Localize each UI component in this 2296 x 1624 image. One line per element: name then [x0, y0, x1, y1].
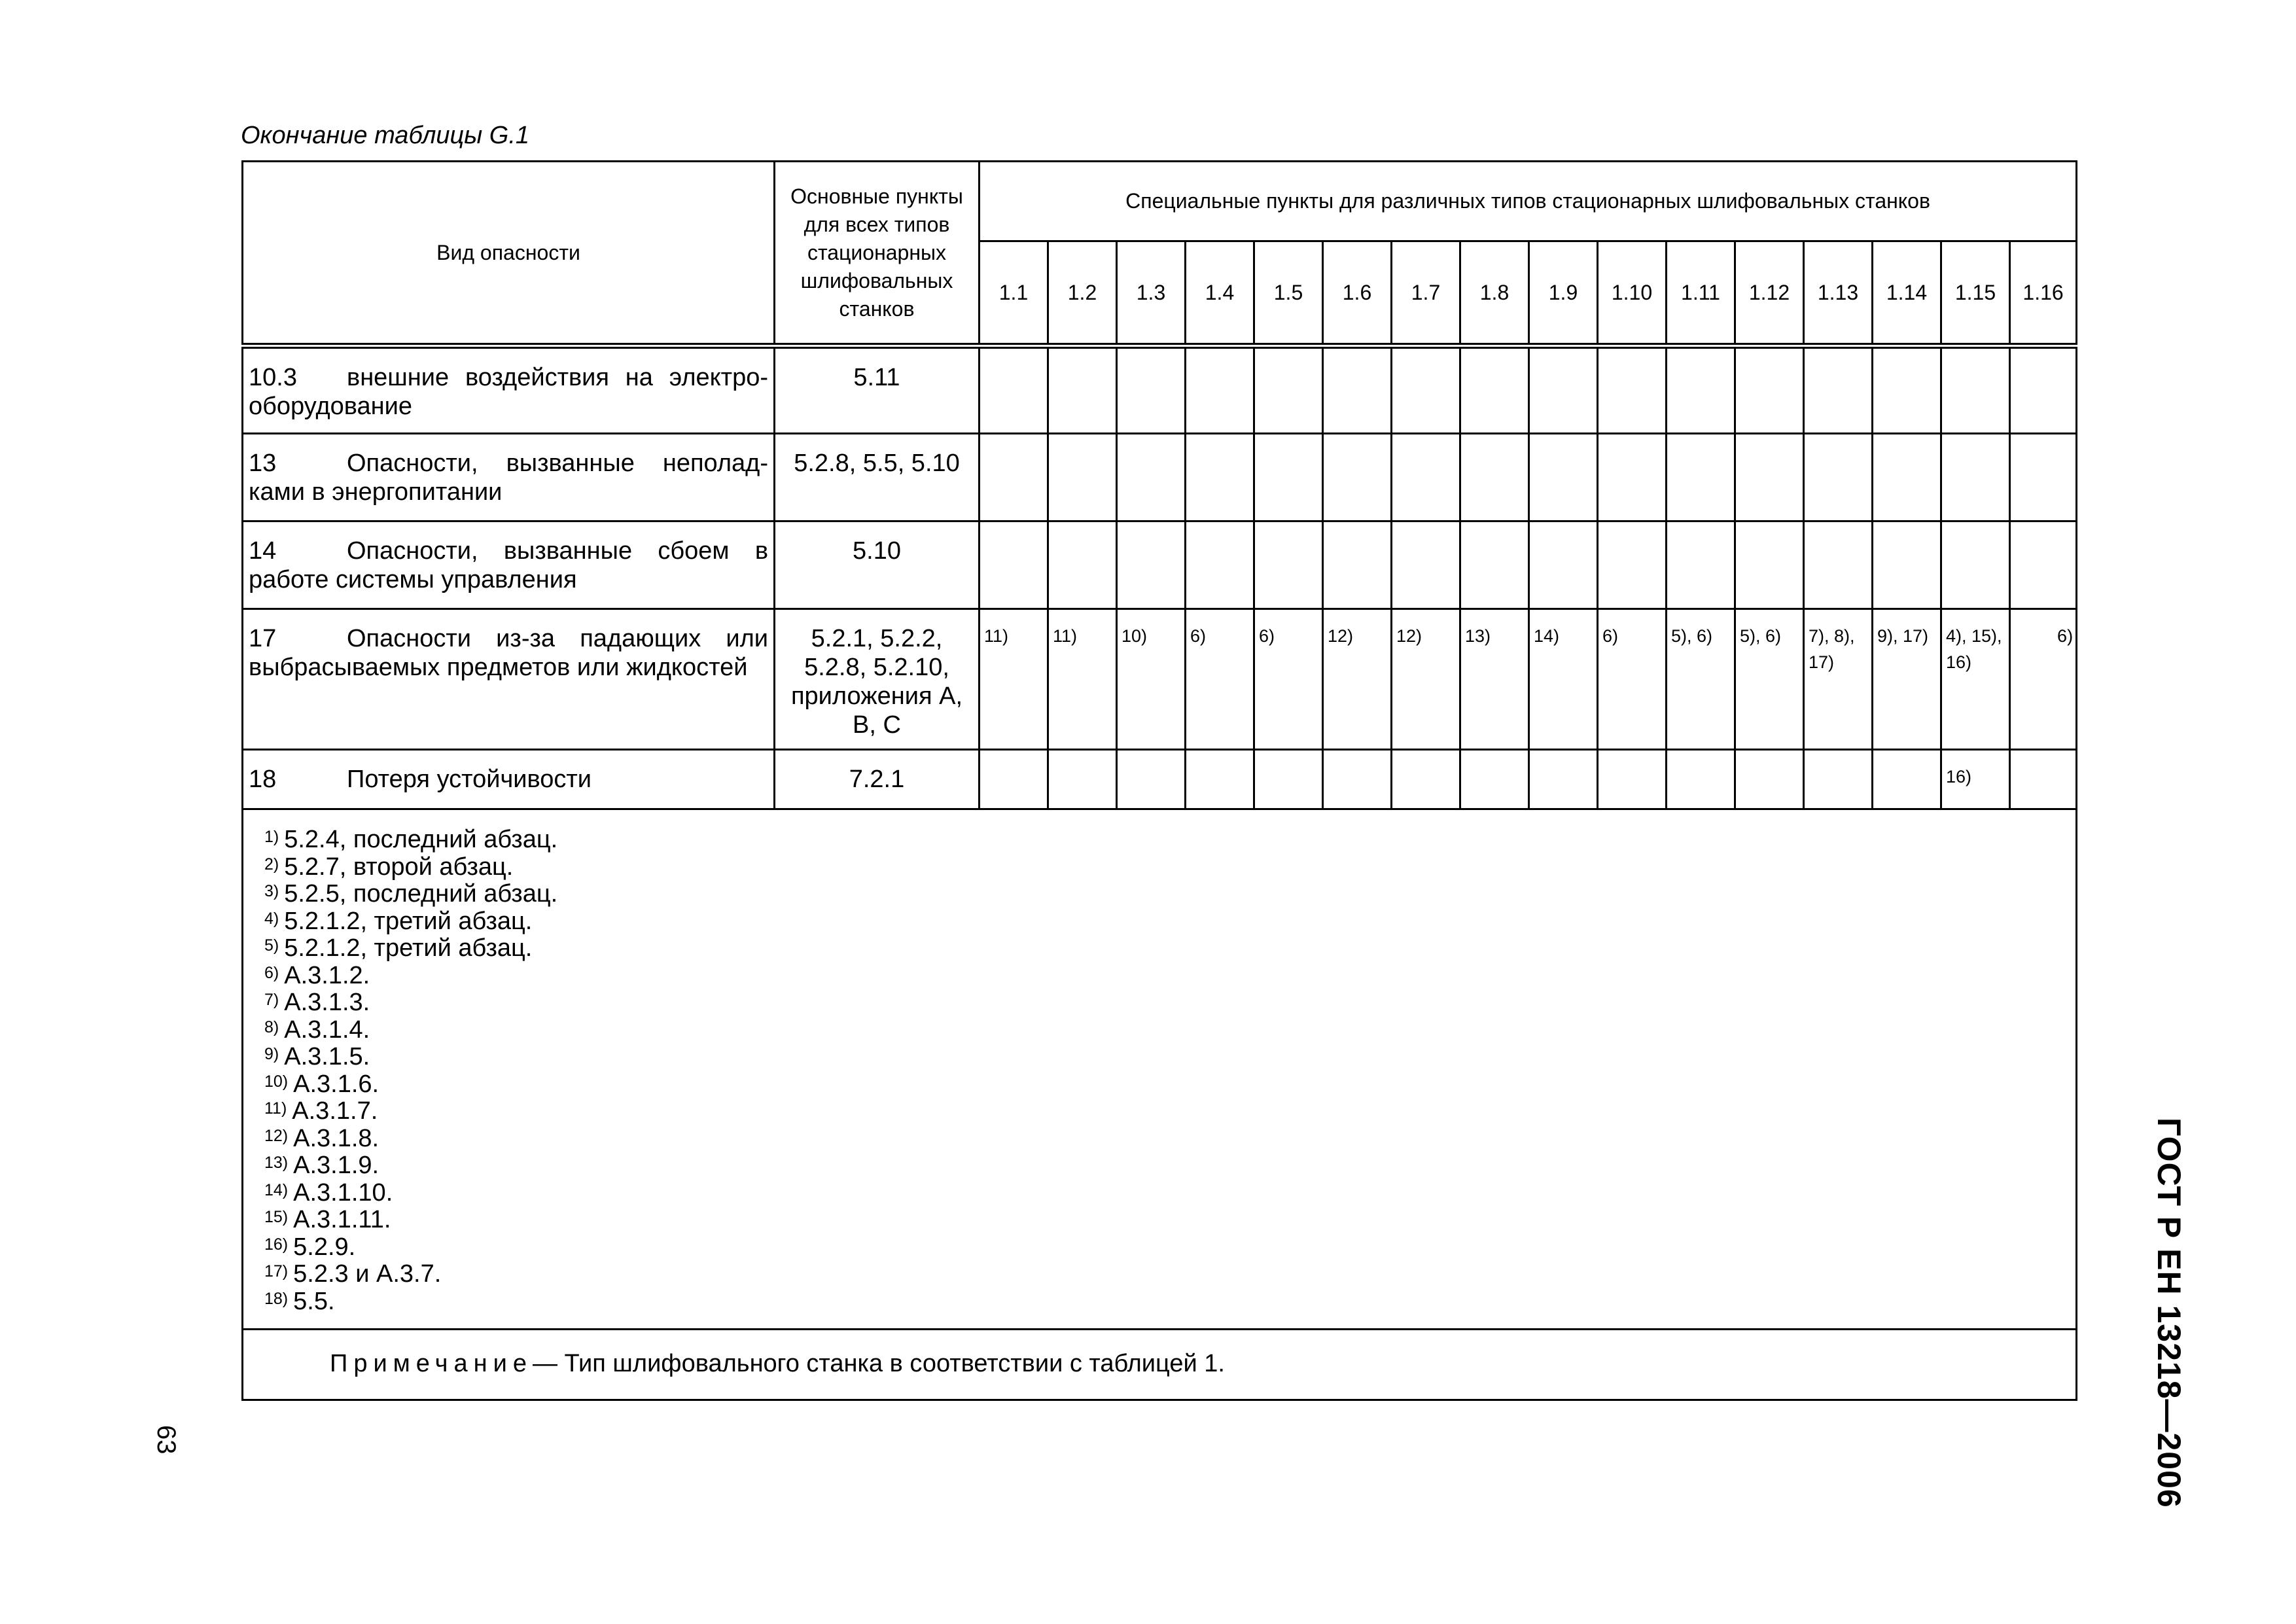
special-clause-cell: 6)	[2010, 609, 2077, 750]
hazard-text: Потеря устойчивости	[347, 766, 592, 793]
footnote-item	[264, 881, 2075, 908]
special-clause-cell: 11)	[980, 609, 1048, 750]
special-clause-cell	[1941, 346, 2010, 434]
column-number: 1.4	[1186, 241, 1254, 346]
header-special-clauses: Специальные пункты для различных типов стационарных шлифовальных станков	[980, 162, 2077, 241]
page-number: 63	[152, 1425, 181, 1455]
document-standard-title: ГОСТ Р ЕН 13218—2006	[2151, 1118, 2187, 1508]
footnote-item	[264, 854, 2075, 881]
footnote-text: 5.2.9.	[293, 1233, 356, 1261]
footnote-item	[264, 935, 2075, 962]
column-number: 1.3	[1117, 241, 1186, 346]
special-clause-cell	[1048, 521, 1117, 609]
hazard-number: 18	[249, 766, 277, 793]
footnote-item	[264, 989, 2075, 1017]
footnote-text: А.3.1.7.	[292, 1097, 378, 1125]
special-clause-cell	[1186, 346, 1254, 434]
footnote-text: А.3.1.9.	[293, 1152, 380, 1179]
special-clause-cell: 5), 6)	[1735, 609, 1804, 750]
footnote-text: 5.2.1.2, третий абзац.	[284, 907, 533, 935]
special-clause-cell: 6)	[1186, 609, 1254, 750]
hazard-text-continued: ками в энергопитании	[249, 478, 503, 506]
footnote-text: А.3.1.2.	[284, 961, 370, 989]
hazard-text-continued: работе системы управления	[249, 566, 577, 593]
special-clause-cell: 4), 15), 16)	[1941, 609, 2010, 750]
special-clause-cell	[1323, 750, 1392, 809]
special-clause-cell	[1117, 750, 1186, 809]
footnote-mark: 4)	[264, 909, 279, 928]
footnote-mark: 16)	[264, 1235, 289, 1254]
special-clause-cell	[1598, 521, 1667, 609]
basic-clause-cell: 5.10	[775, 521, 980, 609]
footnote-item	[264, 1234, 2075, 1262]
header-basic-clauses: Основные пункты для всех типов стационарных шлифовальных станков	[775, 162, 980, 346]
special-clause-cell	[1048, 750, 1117, 809]
column-number: 1.5	[1254, 241, 1323, 346]
column-number: 1.1	[980, 241, 1048, 346]
basic-clause-cell: 7.2.1	[775, 750, 980, 809]
footnote-mark: 2)	[264, 855, 279, 874]
footnote-item	[264, 1180, 2075, 1207]
special-clause-cell	[1117, 434, 1186, 521]
special-clause-cell	[1873, 434, 1941, 521]
special-clause-cell	[1323, 434, 1392, 521]
hazard-text-continued: оборудование	[249, 393, 413, 420]
special-clause-cell	[1323, 346, 1392, 434]
column-number: 1.12	[1735, 241, 1804, 346]
note-text: — Тип шлифовального станка в соответствии с таблицей 1.	[532, 1350, 1225, 1377]
special-clause-cell	[1048, 346, 1117, 434]
footnote-item	[264, 1017, 2075, 1044]
footnote-text: А.3.1.3.	[284, 989, 370, 1016]
footnote-text: 5.2.5, последний абзац.	[284, 880, 558, 908]
special-clause-cell: 12)	[1392, 609, 1460, 750]
note-label: Примечание	[330, 1350, 533, 1377]
footnote-text: А.3.1.4.	[284, 1015, 370, 1044]
special-clause-cell	[980, 434, 1048, 521]
special-clause-cell	[1117, 346, 1186, 434]
special-clause-cell	[1392, 346, 1460, 434]
hazard-text: Опасности из-за падающих или	[347, 625, 768, 652]
special-clause-cell: 9), 17)	[1873, 609, 1941, 750]
hazard-number: 13	[249, 450, 277, 477]
special-clause-cell	[1667, 434, 1735, 521]
column-number: 1.2	[1048, 241, 1117, 346]
footnote-mark: 12)	[264, 1126, 289, 1145]
footnote-mark: 15)	[264, 1208, 289, 1226]
special-clause-cell	[1460, 750, 1529, 809]
special-clause-cell	[1392, 521, 1460, 609]
hazard-cell	[243, 609, 775, 750]
hazard-number: 14	[249, 537, 277, 565]
hazard-table	[241, 160, 2077, 1401]
footnote-mark: 13)	[264, 1154, 289, 1172]
column-number: 1.9	[1529, 241, 1598, 346]
footnote-text: А.3.1.6.	[293, 1070, 380, 1098]
table-row	[243, 346, 2077, 434]
table-row	[243, 434, 2077, 521]
hazard-text: Опасности, вызванные неполад-	[347, 450, 768, 477]
footnote-mark: 10)	[264, 1072, 289, 1091]
footnote-text: 5.2.4, последний абзац.	[284, 826, 558, 853]
hazard-text-continued: выбрасываемых предметов или жидкостей	[249, 654, 748, 681]
special-clause-cell	[980, 346, 1048, 434]
special-clause-cell	[1186, 434, 1254, 521]
special-clause-cell	[1735, 750, 1804, 809]
special-clause-cell	[1598, 434, 1667, 521]
footnote-mark: 1)	[264, 828, 279, 846]
footnotes	[243, 809, 2077, 1330]
column-number: 1.14	[1873, 241, 1941, 346]
special-clause-cell	[1735, 434, 1804, 521]
special-clause-cell	[980, 750, 1048, 809]
footnote-mark: 8)	[264, 1017, 279, 1036]
footnote-item	[264, 1207, 2075, 1234]
footnote-text: 5.2.1.2, третий абзац.	[284, 934, 533, 962]
special-clause-cell	[1048, 434, 1117, 521]
special-clause-cell	[2010, 750, 2077, 809]
hazard-cell	[243, 750, 775, 809]
footnote-item	[264, 1125, 2075, 1153]
special-clause-cell	[1667, 521, 1735, 609]
special-clause-cell	[1941, 521, 2010, 609]
special-clause-cell	[1254, 521, 1323, 609]
special-clause-cell	[1254, 434, 1323, 521]
basic-clause-cell: 5.2.1, 5.2.2, 5.2.8, 5.2.10, приложения А, В, С	[775, 609, 980, 750]
footnote-mark: 14)	[264, 1180, 289, 1199]
hazard-number: 17	[249, 625, 277, 652]
special-clause-cell: 6)	[1254, 609, 1323, 750]
special-clause-cell	[1392, 434, 1460, 521]
special-clause-cell	[1117, 521, 1186, 609]
special-clause-cell	[1667, 750, 1735, 809]
footnote-mark: 9)	[264, 1045, 279, 1063]
special-clause-cell	[1598, 750, 1667, 809]
header-hazard-type: Вид опасности	[243, 162, 775, 346]
special-clause-cell	[2010, 434, 2077, 521]
special-clause-cell	[1873, 521, 1941, 609]
special-clause-cell	[1186, 521, 1254, 609]
footnote-mark: 18)	[264, 1289, 289, 1308]
basic-clause-cell: 5.2.8, 5.5, 5.10	[775, 434, 980, 521]
special-clause-cell	[1460, 346, 1529, 434]
special-clause-cell	[1804, 521, 1873, 609]
special-clause-cell	[1392, 750, 1460, 809]
footnote-text: А.3.1.11.	[293, 1206, 391, 1233]
table-note	[243, 1330, 2077, 1400]
special-clause-cell	[980, 521, 1048, 609]
table-row	[243, 521, 2077, 609]
special-clause-cell: 11)	[1048, 609, 1117, 750]
special-clause-cell	[1529, 521, 1598, 609]
special-clause-cell	[1804, 346, 1873, 434]
footnote-item	[264, 1152, 2075, 1180]
special-clause-cell	[1873, 750, 1941, 809]
table-row	[243, 750, 2077, 809]
column-number: 1.7	[1392, 241, 1460, 346]
special-clause-cell: 16)	[1941, 750, 2010, 809]
footnote-mark: 11)	[264, 1099, 287, 1118]
hazard-cell	[243, 346, 775, 434]
footnote-mark: 6)	[264, 963, 279, 982]
hazard-text: Опасности, вызванные сбоем в	[347, 537, 768, 565]
special-clause-cell	[1186, 750, 1254, 809]
special-clause-cell	[2010, 521, 2077, 609]
footnote-item	[264, 1071, 2075, 1099]
special-clause-cell	[2010, 346, 2077, 434]
footnote-item	[264, 1044, 2075, 1071]
hazard-cell	[243, 521, 775, 609]
special-clause-cell	[1941, 434, 2010, 521]
special-clause-cell	[1460, 521, 1529, 609]
special-clause-cell	[1254, 346, 1323, 434]
footnote-item	[264, 908, 2075, 936]
special-clause-cell	[1735, 521, 1804, 609]
special-clause-cell	[1323, 521, 1392, 609]
hazard-text: внешние воздействия на электро-	[347, 364, 768, 391]
column-number: 1.13	[1804, 241, 1873, 346]
special-clause-cell	[1667, 346, 1735, 434]
footnote-mark: 5)	[264, 936, 279, 955]
special-clause-cell: 10)	[1117, 609, 1186, 750]
column-number: 1.16	[2010, 241, 2077, 346]
footnote-item	[264, 826, 2075, 854]
special-clause-cell: 7), 8), 17)	[1804, 609, 1873, 750]
column-number: 1.15	[1941, 241, 2010, 346]
table-row	[243, 609, 2077, 750]
footnote-text: А.3.1.10.	[293, 1178, 393, 1207]
special-clause-cell: 6)	[1598, 609, 1667, 750]
footnote-text: 5.2.3 и А.3.7.	[293, 1260, 442, 1288]
special-clause-cell: 14)	[1529, 609, 1598, 750]
footnote-item	[264, 962, 2075, 990]
column-number: 1.8	[1460, 241, 1529, 346]
special-clause-cell	[1529, 434, 1598, 521]
hazard-number: 10.3	[249, 364, 297, 391]
column-number: 1.6	[1323, 241, 1392, 346]
special-clause-cell: 12)	[1323, 609, 1392, 750]
footnote-text: 5.2.7, второй абзац.	[284, 853, 514, 881]
special-clause-cell: 5), 6)	[1667, 609, 1735, 750]
special-clause-cell	[1735, 346, 1804, 434]
special-clause-cell: 13)	[1460, 609, 1529, 750]
basic-clause-cell: 5.11	[775, 346, 980, 434]
special-clause-cell	[1254, 750, 1323, 809]
footnote-item	[264, 1288, 2075, 1316]
footnote-text: 5.5.	[293, 1287, 335, 1315]
special-clause-cell	[1873, 346, 1941, 434]
footnote-mark: 7)	[264, 991, 279, 1009]
special-clause-cell	[1804, 750, 1873, 809]
column-number: 1.11	[1667, 241, 1735, 346]
hazard-cell	[243, 434, 775, 521]
special-clause-cell	[1460, 434, 1529, 521]
column-number: 1.10	[1598, 241, 1667, 346]
table-caption: Окончание таблицы G.1	[241, 122, 530, 149]
footnote-text: А.3.1.8.	[293, 1124, 380, 1152]
footnote-mark: 3)	[264, 882, 279, 900]
footnote-item	[264, 1098, 2075, 1125]
special-clause-cell	[1529, 346, 1598, 434]
special-clause-cell	[1529, 750, 1598, 809]
special-clause-cell	[1598, 346, 1667, 434]
special-clause-cell	[1804, 434, 1873, 521]
footnote-mark: 17)	[264, 1262, 289, 1280]
footnote-text: А.3.1.5.	[284, 1043, 370, 1070]
footnote-item	[264, 1261, 2075, 1288]
